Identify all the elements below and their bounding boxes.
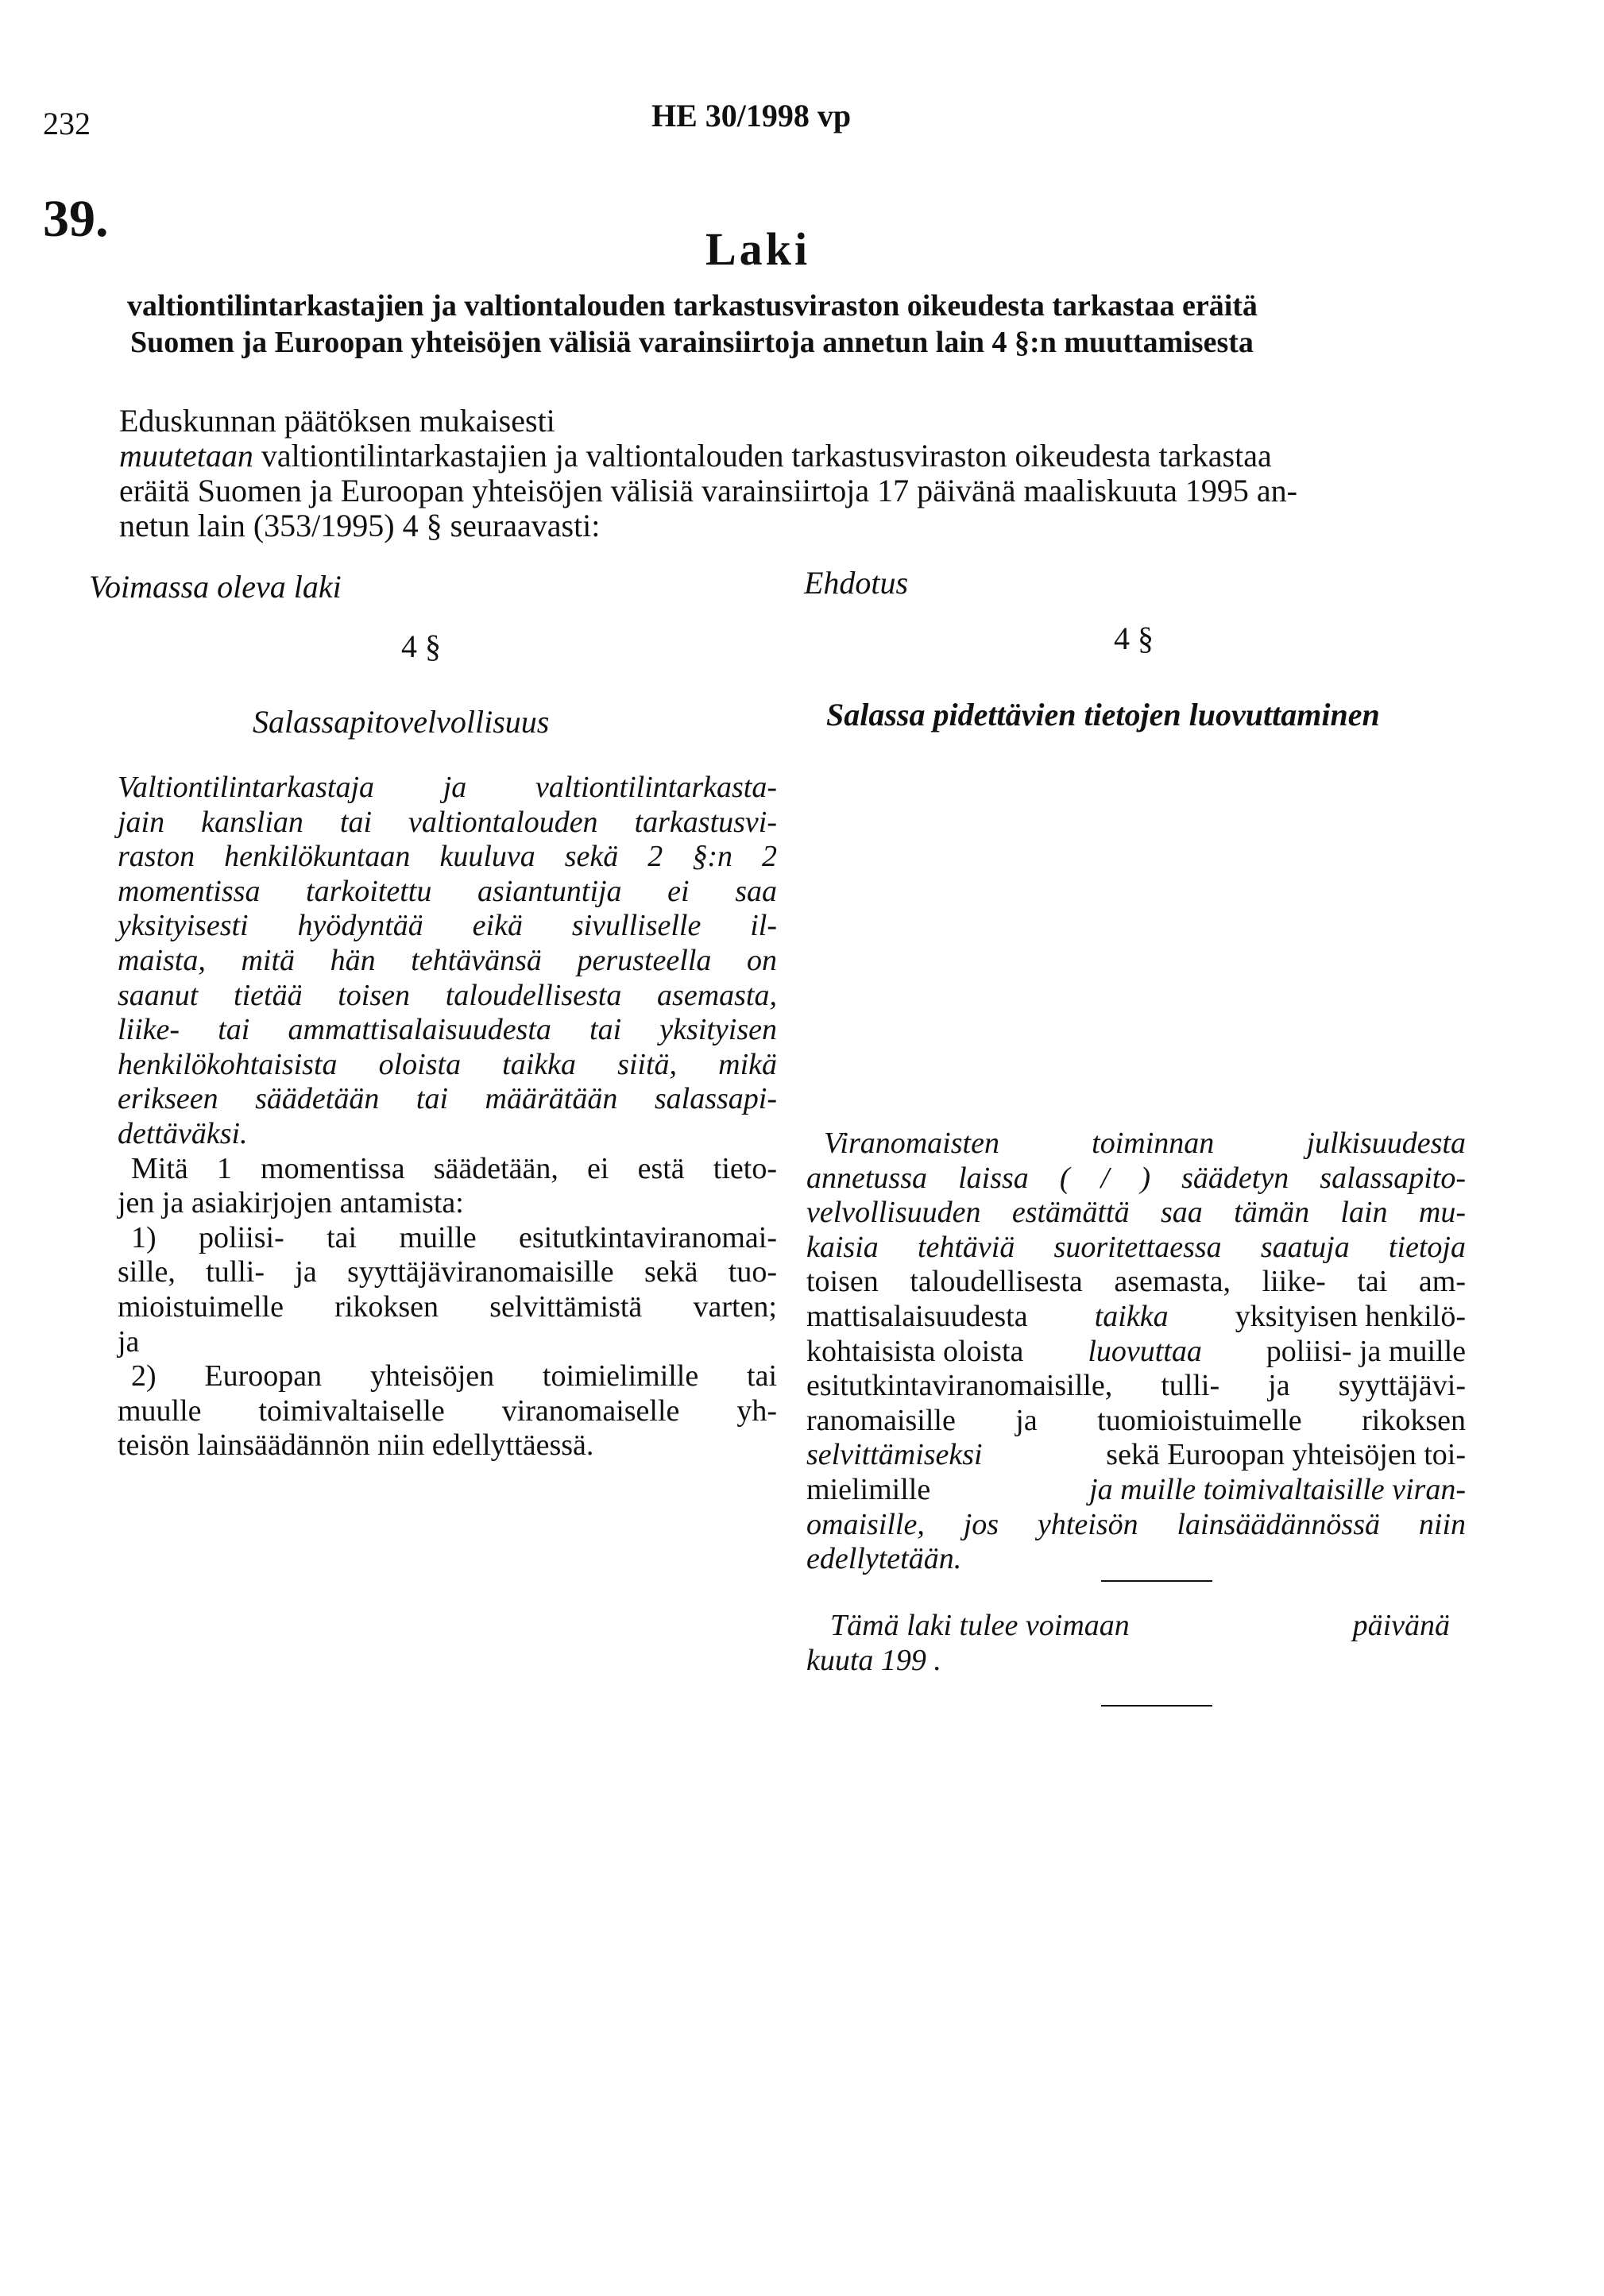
left-section-number: 4 §: [401, 628, 441, 664]
divider-bottom: [1101, 1705, 1212, 1707]
right-line: [806, 1473, 1466, 1508]
left-line: muulle toimivaltaiselle viranomaiselle yh-: [118, 1393, 777, 1428]
right-text-italic: taikka: [1094, 1299, 1169, 1333]
closing-line: kuuta 199 .: [806, 1643, 941, 1677]
left-column-heading: Voimassa oleva laki: [89, 569, 342, 605]
right-line: kaisia tehtäviä suoritettaessa saatuja tietoja: [806, 1230, 1466, 1264]
left-italic-line: raston henkilökuntaan kuuluva sekä 2 §:n 2: [118, 840, 777, 874]
left-italic-line: momentissa tarkoitettu asiantuntija ei saa: [118, 874, 777, 908]
right-column-body: [806, 1127, 1466, 1577]
left-italic-line: liike- tai ammattisalaisuudesta tai yksityisen: [118, 1013, 777, 1047]
preamble-text: valtiontilintarkastajien ja valtiontalouden tarkastusviraston oikeudesta tarkastaa: [253, 438, 1272, 474]
right-text: mattisalaisuudesta: [806, 1299, 1028, 1333]
left-italic-line: henkilökohtaisista oloista taikka siitä, mikä: [118, 1047, 777, 1081]
right-text: sekä Euroopan yhteisöjen toi-: [1106, 1438, 1466, 1472]
preamble-line: [119, 439, 1470, 474]
right-line: ranomaisille ja tuomioistuimelle rikoksen: [806, 1403, 1466, 1437]
left-italic-line: maista, mitä hän tehtävänsä perusteella on: [118, 943, 777, 977]
preamble-line: eräitä Suomen ja Euroopan yhteisöjen välisiä varainsiirtoja 17 päivänä maaliskuuta 1995 an-: [119, 473, 1297, 508]
document-code: HE 30/1998 vp: [651, 98, 852, 133]
left-column-body: [118, 771, 777, 1463]
right-line: omaisille, jos yhteisön lainsäädännössä niin: [806, 1507, 1466, 1541]
right-line: toisen taloudellisesta asemasta, liike- tai am-: [806, 1265, 1466, 1299]
right-text: mielimille: [806, 1472, 931, 1506]
closing-text: Tämä laki tulee voimaan: [830, 1609, 1130, 1642]
right-line: velvollisuuden estämättä saa tämän lain mu-: [806, 1196, 1466, 1230]
left-line: Mitä 1 momentissa säädetään, ei estä tieto-: [131, 1151, 777, 1185]
divider-top: [1101, 1580, 1212, 1582]
right-line: [806, 1300, 1466, 1335]
left-line: 1) poliisi- tai muille esitutkintaviranomai-: [131, 1220, 777, 1254]
left-italic-line: Valtiontilintarkastaja ja valtiontilintarkasta-: [118, 771, 777, 804]
right-text: poliisi- ja muille: [1266, 1334, 1466, 1368]
right-section-title: Salassa pidettävien tietojen luovuttaminen: [826, 697, 1380, 732]
left-line: teisön lainsäädännön niin edellyttäessä.: [118, 1428, 594, 1463]
left-line: sille, tulli- ja syyttäjäviranomaisille sekä tuo-: [118, 1255, 777, 1289]
right-line: [806, 1335, 1466, 1370]
right-line: esitutkintaviranomaisille, tulli- ja syyttäjävi-: [806, 1369, 1466, 1403]
right-section-number: 4 §: [1114, 620, 1154, 656]
left-italic-line: yksityisesti hyödyntää eikä sivulliselle il-: [118, 909, 777, 943]
right-line: annetussa laissa ( / ) säädetyn salassapito-: [806, 1161, 1466, 1195]
left-italic-line: erikseen säädetään tai määrätään salassapi-: [118, 1082, 777, 1116]
right-column-heading: Ehdotus: [804, 565, 909, 601]
left-italic-line: jain kanslian tai valtiontalouden tarkastusvi-: [118, 805, 777, 839]
left-line: 2) Euroopan yhteisöjen toimielimille tai: [131, 1359, 777, 1393]
subtitle-line: Suomen ja Euroopan yhteisöjen välisiä varainsiirtoja annetun lain 4 §:n muuttamisesta: [130, 326, 1254, 359]
subtitle-line: valtiontilintarkastajien ja valtiontalouden tarkastusviraston oikeudesta tarkastaa eräitä: [127, 289, 1258, 323]
right-text: yksityisen henkilö-: [1235, 1299, 1466, 1333]
preamble-line: Eduskunnan päätöksen mukaisesti: [119, 403, 555, 439]
preamble-line: netun lain (353/1995) 4 § seuraavasti:: [119, 508, 601, 543]
left-section-title: Salassapitovelvollisuus: [253, 704, 550, 740]
left-line: mioistuimelle rikoksen selvittämistä varten;: [118, 1289, 777, 1324]
closing-text: päivänä: [1352, 1609, 1450, 1642]
right-text-italic: luovuttaa: [1088, 1334, 1202, 1368]
law-subtitle: [127, 288, 1494, 361]
law-title: Laki: [705, 223, 811, 275]
left-italic-line: dettäväksi.: [118, 1116, 248, 1150]
right-text-italic: selvittämiseksi: [806, 1438, 983, 1472]
closing-clause: [806, 1609, 1450, 1678]
left-italic-line: saanut tietää toisen taloudellisesta asemasta,: [118, 978, 777, 1012]
page-number: 232: [43, 106, 91, 141]
law-number: 39.: [43, 190, 109, 248]
preamble: [119, 404, 1470, 543]
right-text-italic: ja muille toimivaltaisille viran-: [1089, 1472, 1466, 1506]
right-line: Viranomaisten toiminnan julkisuudesta: [824, 1127, 1466, 1160]
closing-line: [830, 1609, 1450, 1644]
left-line: ja: [118, 1324, 140, 1359]
preamble-verb: muutetaan: [119, 438, 253, 474]
right-line: edellytetään.: [806, 1542, 962, 1576]
right-line: [806, 1438, 1466, 1473]
right-text: kohtaisista oloista: [806, 1334, 1024, 1368]
left-line: jen ja asiakirjojen antamista:: [118, 1186, 464, 1220]
